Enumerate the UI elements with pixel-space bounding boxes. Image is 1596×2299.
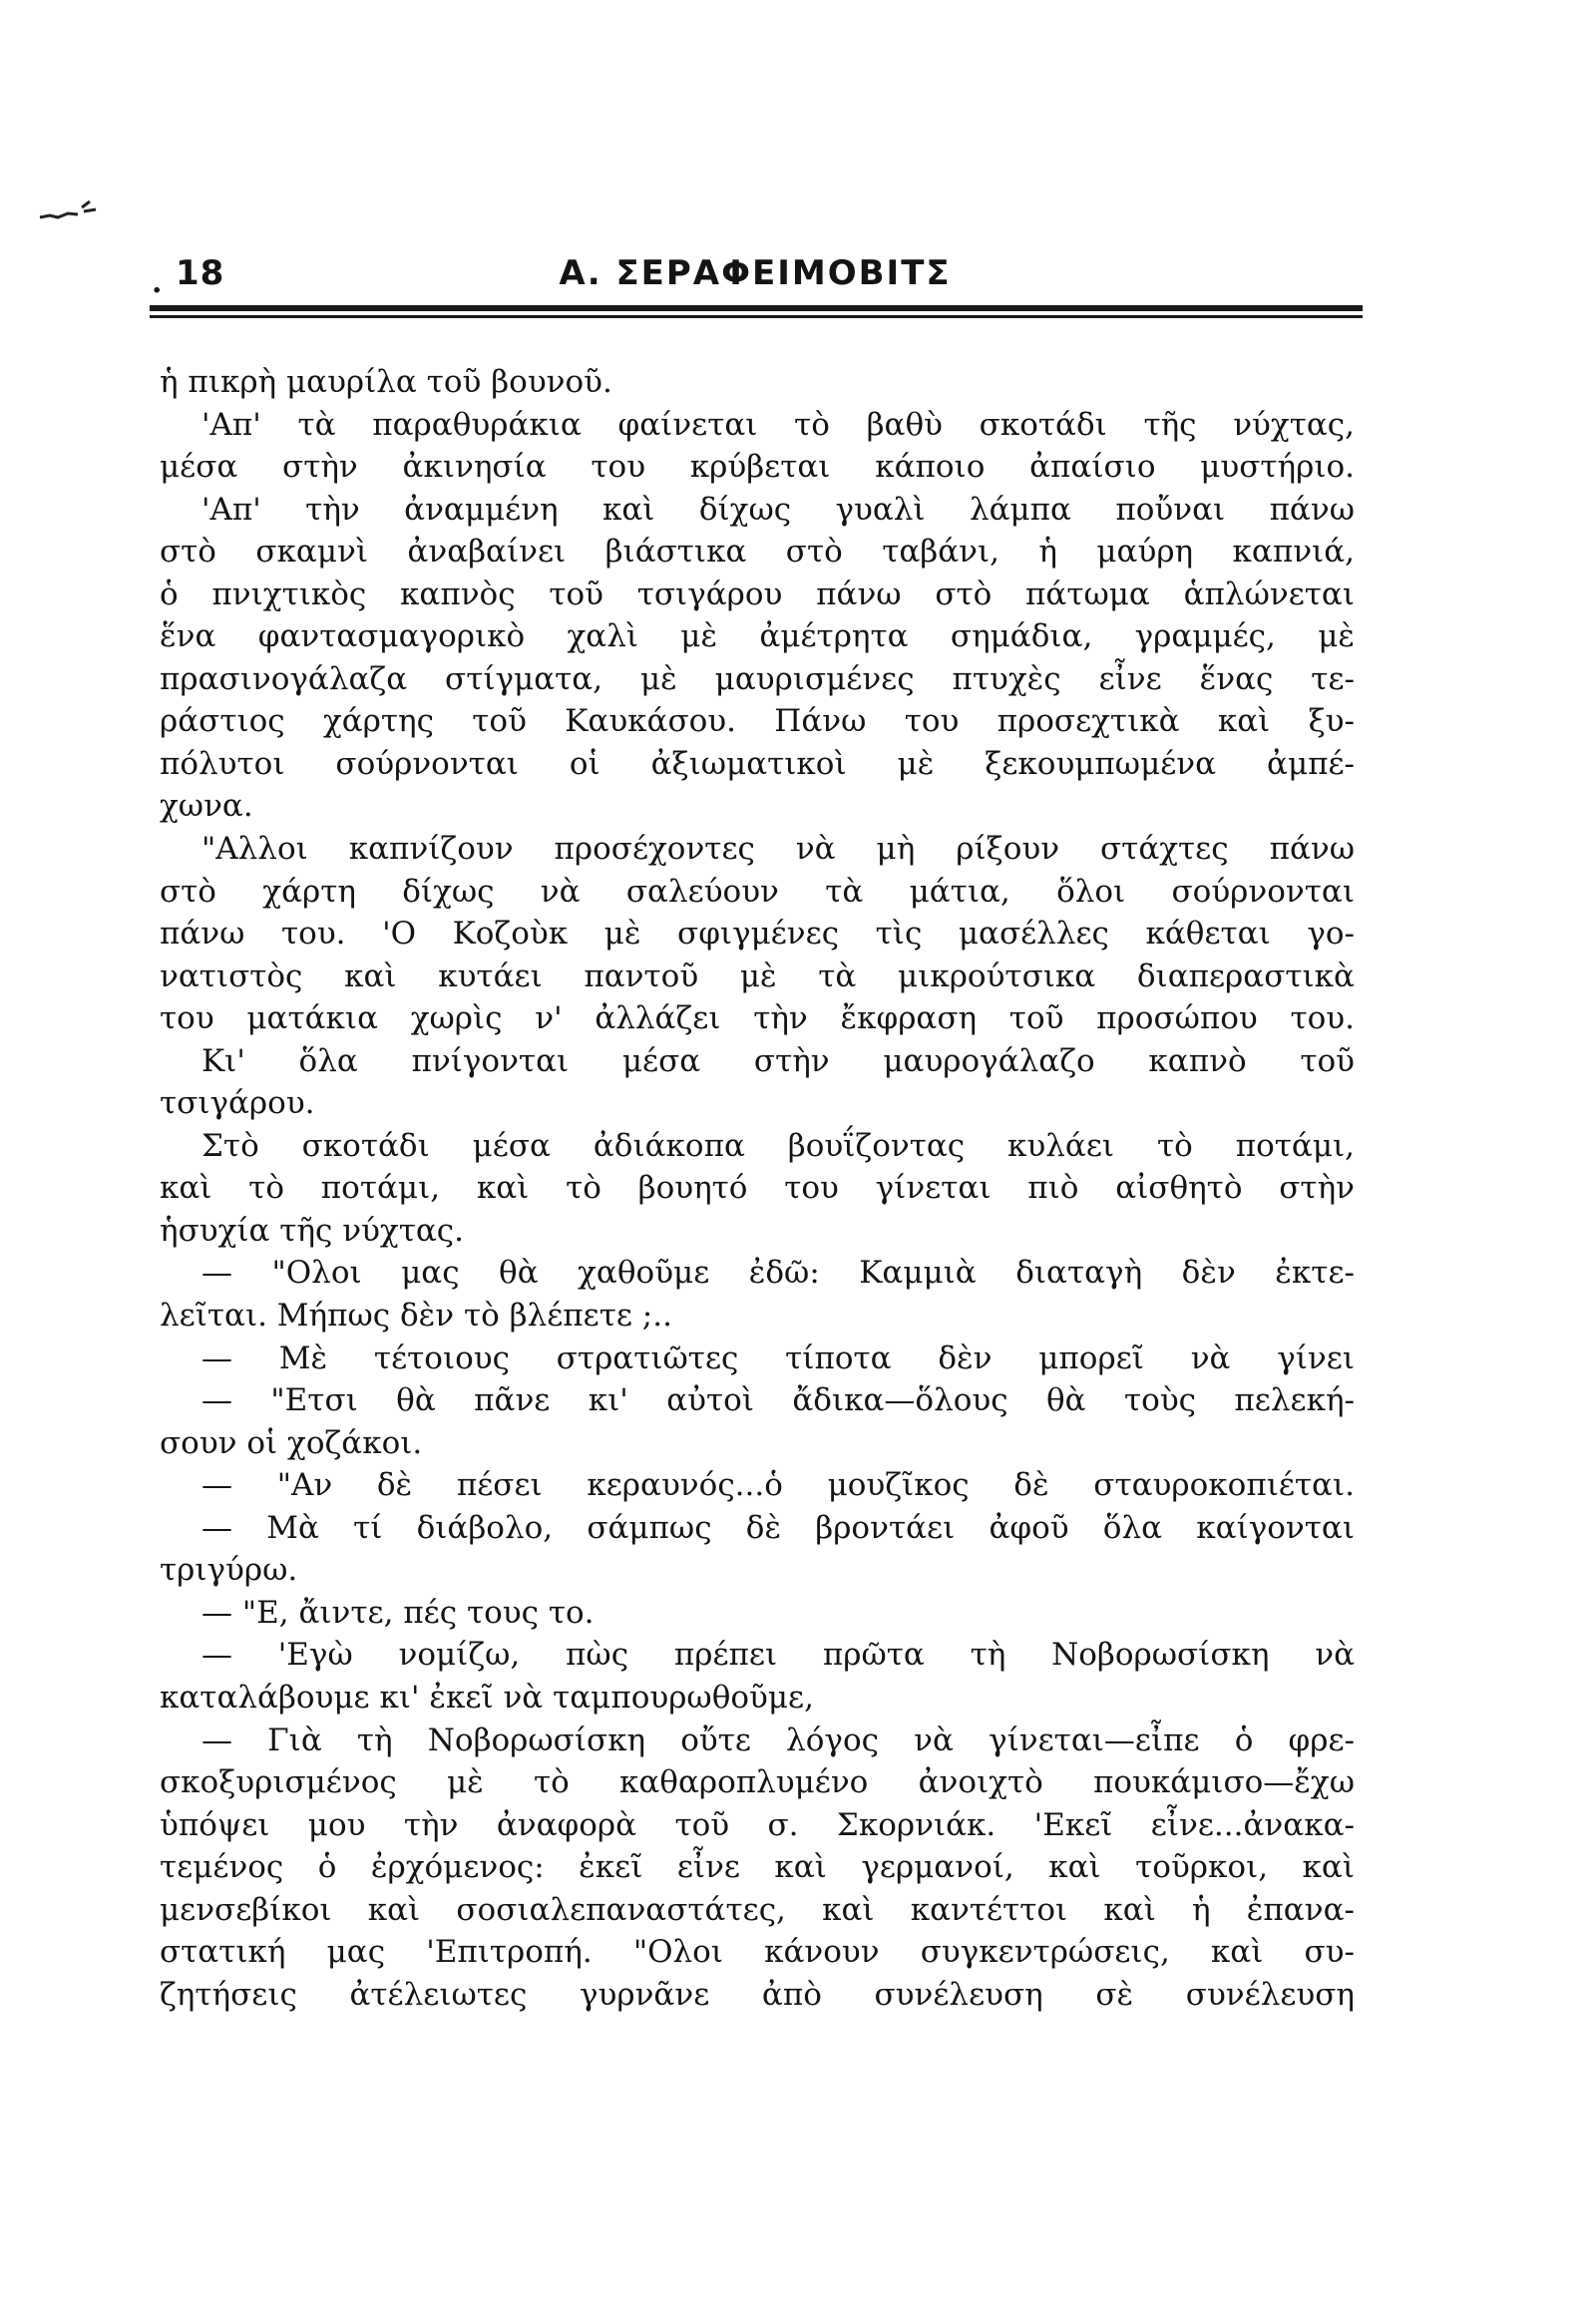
text-line: — "Αν δὲ πέσει κεραυνός...ὁ μουζῖκος δὲ σταυροκοπιέται. <box>201 1467 1355 1504</box>
text-line: ὁ πνιχτικὸς καπνὸς τοῦ τσιγάρου πάνω στὸ πάτωμα ἁπλώνεται <box>160 575 1355 612</box>
stray-ink-mark <box>38 195 100 225</box>
page-header <box>152 253 1359 303</box>
text-line: — 'Εγὼ νομίζω, πὼς πρέπει πρῶτα τὴ Νοβορωσίσκη νὰ <box>201 1637 1355 1674</box>
running-title: Α. ΣΕΡΑΦΕΙΜΟΒΙΤΣ <box>559 253 952 293</box>
page-number: 18 <box>176 253 225 293</box>
text-line: στατική μας 'Επιτροπή. "Ολοι κάνουν συγκεντρώσεις, καὶ συ- <box>160 1934 1355 1971</box>
text-line: καταλάβουμε κι' ἐκεῖ νὰ ταμπουρωθοῦμε, <box>160 1679 814 1716</box>
text-line: του ματάκια χωρὶς ν' ἀλλάζει τὴν ἔκφραση τοῦ προσώπου του. <box>160 1000 1355 1037</box>
text-line: "Αλλοι καπνίζουν προσέχοντες νὰ μὴ ρίξουν στάχτες πάνω <box>201 831 1355 868</box>
text-line: ὑπόψει μου τὴν ἀναφορὰ τοῦ σ. Σκορνιάκ. 'Εκεῖ εἶνε...ἀνακα- <box>160 1806 1355 1843</box>
text-line: τσιγάρου. <box>160 1085 315 1122</box>
text-line: στὸ σκαμνὶ ἀναβαίνει βιάστικα στὸ ταβάνι, ἡ μαύρη καπνιά, <box>160 534 1355 571</box>
text-line: 'Απ' τὴν ἀναμμένη καὶ δίχως γυαλὶ λάμπα ποὔναι πάνω <box>201 491 1355 528</box>
text-line: καὶ τὸ ποτάμι, καὶ τὸ βουητό του γίνεται πιὸ αἰσθητὸ στὴν <box>160 1170 1355 1207</box>
text-line: — Μὰ τί διάβολο, σάμπως δὲ βροντάει ἀφοῦ ὅλα καίγονται <box>201 1509 1355 1546</box>
body-text <box>160 361 1355 2016</box>
text-line: τριγύρω. <box>160 1552 298 1589</box>
text-line: μενσεβίκοι καὶ σοσιαλεπαναστάτες, καὶ καντέττοι καὶ ἡ ἐπανα- <box>160 1891 1355 1928</box>
text-line: λεῖται. Μήπως δὲν τὸ βλέπετε ;.. <box>160 1298 672 1335</box>
text-line: σκοξυρισμένος μὲ τὸ καθαροπλυμένο ἀνοιχτὸ πουκάμισο—ἔχω <box>160 1764 1355 1801</box>
text-line: — "Ετσι θὰ πᾶνε κι' αὐτοὶ ἄδικα—ὅλους θὰ τοὺς πελεκή- <box>201 1382 1355 1419</box>
text-line: στὸ χάρτη δίχως νὰ σαλεύουν τὰ μάτια, ὅλοι σούρνονται <box>160 873 1355 910</box>
text-line: πρασινογάλαζα στίγματα, μὲ μαυρισμένες πτυχὲς εἶνε ἕνας τε- <box>160 660 1355 697</box>
header-rule-thick <box>150 305 1363 311</box>
text-line: — "Ολοι μας θὰ χαθοῦμε ἐδῶ: Καμμιὰ διαταγὴ δὲν ἐκτε- <box>201 1255 1355 1292</box>
text-line: Κι' ὅλα πνίγονται μέσα στὴν μαυρογάλαζο καπνὸ τοῦ <box>201 1042 1355 1079</box>
text-line: τεμένος ὁ ἐρχόμενος: ἐκεῖ εἶνε καὶ γερμανοί, καὶ τοῦρκοι, καὶ <box>160 1849 1355 1886</box>
text-line: ζητήσεις ἀτέλειωτες γυρνᾶνε ἀπὸ συνέλευση σὲ συνέλευση <box>160 1976 1355 2013</box>
text-line: μέσα στὴν ἀκινησία του κρύβεται κάποιο ἀπαίσιο μυστήριο. <box>160 449 1355 486</box>
text-line: ἕνα φαντασμαγορικὸ χαλὶ μὲ ἀμέτρητα σημάδια, γραμμές, μὲ <box>160 618 1355 655</box>
text-line: πόλυτοι σούρνονται οἱ ἀξιωματικοὶ μὲ ξεκουμπωμένα ἀμπέ- <box>160 745 1355 782</box>
text-line: ἡ πικρὴ μαυρίλα τοῦ βουνοῦ. <box>160 364 612 400</box>
text-line: πάνω του. 'Ο Κοζοὺκ μὲ σφιγμένες τὶς μασέλλες κάθεται γο- <box>160 916 1355 953</box>
text-line: Στὸ σκοτάδι μέσα ἀδιάκοπα βουΐζοντας κυλάει τὸ ποτάμι, <box>201 1127 1355 1164</box>
text-line: ράστιος χάρτης τοῦ Καυκάσου. Πάνω του προσεχτικὰ καὶ ξυ- <box>160 703 1355 740</box>
header-rule-thin <box>150 315 1363 318</box>
text-line: — "Ε, ἄιντε, πές τους το. <box>201 1594 595 1631</box>
text-line: νατιστὸς καὶ κυτάει παντοῦ μὲ τὰ μικρούτσικα διαπεραστικὰ <box>160 958 1355 994</box>
header-dot: . <box>152 265 163 300</box>
text-line: — Γιὰ τὴ Νοβορωσίσκη οὔτε λόγος νὰ γίνεται—εἶπε ὁ φρε- <box>201 1722 1355 1758</box>
text-line: — Μὲ τέτοιους στρατιῶτες τίποτα δὲν μπορεῖ νὰ γίνει <box>201 1340 1355 1376</box>
text-line: ἡσυχία τῆς νύχτας. <box>160 1212 465 1249</box>
text-line: χωνα. <box>160 788 253 825</box>
text-line: σουν οἱ χοζάκοι. <box>160 1424 423 1461</box>
text-line: 'Απ' τὰ παραθυράκια φαίνεται τὸ βαθὺ σκοτάδι τῆς νύχτας, <box>201 406 1355 443</box>
